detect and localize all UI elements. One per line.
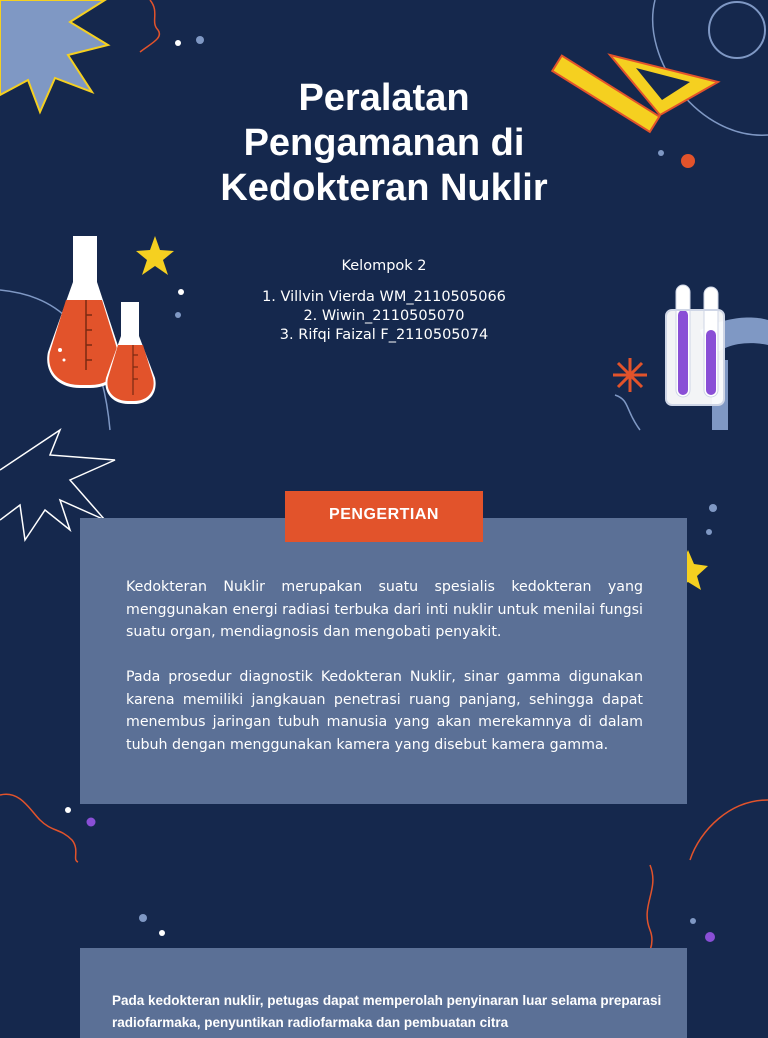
exposure-paragraph: Pada kedokteran nuklir, petugas dapat memperolah penyinaran luar selama preparasi radiofarmaka, penyuntikan radiofarmaka dan pembuatan citra	[112, 993, 662, 1030]
arc-line	[690, 800, 768, 860]
dot-icon	[159, 930, 165, 936]
dot-icon	[87, 818, 96, 827]
dot-icon	[705, 932, 715, 942]
member-item: 1. Villvin Vierda WM_2110505066	[262, 289, 506, 305]
dot-icon	[139, 914, 147, 922]
group-label: Kelompok 2	[341, 258, 427, 274]
title-line: Kedokteran Nuklir	[220, 167, 548, 209]
sparkle-icon	[613, 358, 647, 392]
dot-icon	[175, 40, 181, 46]
member-item: 2. Wiwin_2110505070	[303, 308, 465, 324]
definition-paragraph: Pada prosedur diagnostik Kedokteran Nuklir, sinar gamma digunakan karena memiliki jangkauan penetrasi ruang panjang, sehingga dapat menembus jaringan tubuh manusia yang akan merekamnya di dalam tubuh dengan menggunakan kamera yang disebut kamera gamma.	[126, 669, 643, 753]
dot-icon	[196, 36, 204, 44]
title-line: Pengamanan di	[243, 122, 525, 164]
squiggle-line	[0, 794, 78, 862]
title-line: Peralatan	[298, 77, 470, 119]
exposure-card	[80, 948, 687, 1038]
dot-icon	[65, 807, 71, 813]
definition-paragraph: Kedokteran Nuklir merupakan suatu spesialis kedokteran yang menggunakan energi radiasi terbuka dari inti nuklir untuk menilai fungsi suatu organ, mendiagnosis dan mengobati penyakit.	[126, 579, 643, 640]
dot-icon	[690, 918, 696, 924]
definition-card	[80, 518, 687, 804]
section-badge: PENGERTIAN	[285, 491, 483, 542]
ring-icon	[709, 2, 765, 58]
dot-icon	[706, 529, 712, 535]
page-title	[0, 76, 768, 211]
squiggle-line	[615, 395, 640, 430]
dot-icon	[709, 504, 717, 512]
squiggle-line	[140, 0, 159, 52]
member-item: 3. Rifqi Faizal F_2110505074	[279, 327, 489, 343]
group-info	[0, 258, 768, 345]
